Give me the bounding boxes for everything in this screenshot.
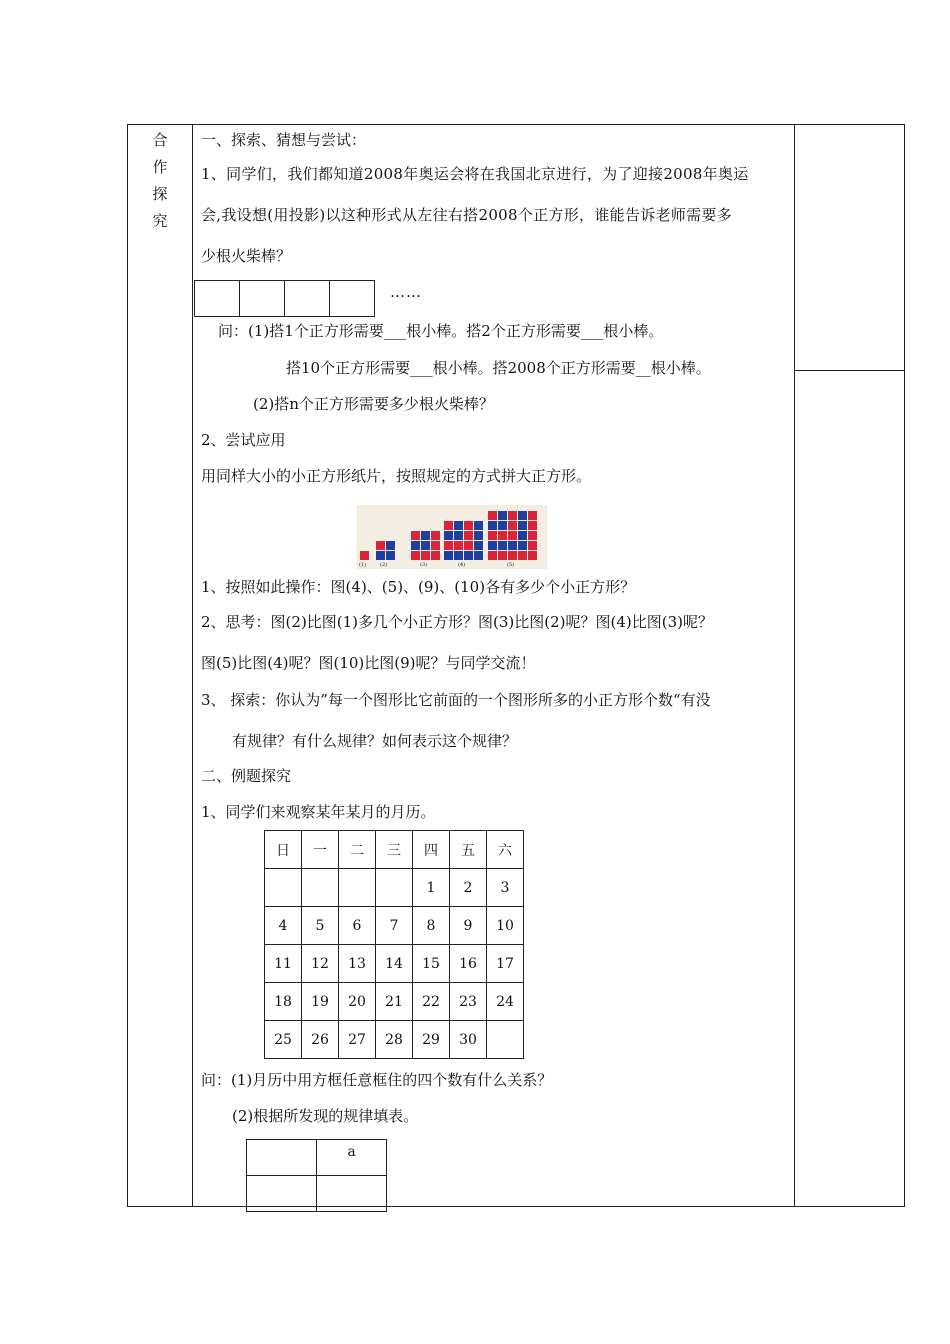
square-pattern-figure [357, 505, 547, 569]
column-divider-right [794, 125, 795, 1206]
pattern-square [474, 551, 483, 560]
question-3: 问：(1)月历中用方框任意框住的四个数有什么关系？ [201, 1071, 553, 1089]
weekday-cell: 五 [450, 831, 487, 869]
calendar-row [265, 945, 524, 983]
weekday-cell: 一 [302, 831, 339, 869]
date-cell: 23 [450, 983, 487, 1021]
date-cell: 9 [450, 907, 487, 945]
column-divider-left [192, 125, 193, 1206]
figure-label: (3) [420, 562, 428, 568]
pattern-square [376, 551, 385, 560]
pattern-square [498, 541, 507, 550]
date-cell: 8 [413, 907, 450, 945]
pattern-square [360, 551, 369, 560]
date-cell: 27 [339, 1021, 376, 1059]
date-cell [376, 869, 413, 907]
question-1: 问：(1)搭1个正方形需要___根小棒。搭2个正方形需要___根小棒。 [218, 322, 664, 340]
matchstick-square [239, 280, 285, 317]
side-char: 合 [152, 131, 168, 149]
side-label [128, 127, 192, 235]
pattern-square [474, 531, 483, 540]
calendar-row [265, 983, 524, 1021]
pattern-square [421, 531, 430, 540]
task-3-cont: 有规律？有什么规律？如何表示这个规律？ [232, 732, 518, 750]
task-2: 2、思考：图(2)比图(1)多几个小正方形？图(3)比图(2)呢？图(4)比图(3)呢？ [201, 613, 714, 631]
pattern-square [411, 531, 420, 540]
date-cell: 6 [339, 907, 376, 945]
pattern-square [518, 531, 527, 540]
matchstick-square [329, 280, 375, 317]
pattern-square [528, 531, 537, 540]
calendar-header-row [265, 831, 524, 869]
pattern-square [498, 551, 507, 560]
date-cell: 30 [450, 1021, 487, 1059]
pattern-square [464, 531, 473, 540]
ellipsis: …… [390, 283, 422, 301]
pattern-square [498, 521, 507, 530]
paragraph-line: 1、同学们，我们都知道2008年奥运会将在我国北京进行，为了迎接2008年奥运 [201, 165, 749, 183]
date-cell: 14 [376, 945, 413, 983]
pattern-square [518, 541, 527, 550]
pattern-square [411, 551, 420, 560]
date-cell: 20 [339, 983, 376, 1021]
pattern-square [508, 541, 517, 550]
date-cell: 3 [487, 869, 524, 907]
pattern-square [421, 551, 430, 560]
date-cell: 19 [302, 983, 339, 1021]
side-char: 作 [152, 158, 168, 176]
date-cell [487, 1021, 524, 1059]
task-2-cont: 图(5)比图(4)呢？图(10)比图(9)呢？与同学交流！ [201, 654, 536, 672]
date-cell: 10 [487, 907, 524, 945]
date-cell: 25 [265, 1021, 302, 1059]
section-1-heading: 一、探索、猜想与尝试： [201, 131, 367, 149]
pattern-square [444, 521, 453, 530]
weekday-cell: 六 [487, 831, 524, 869]
fill-cell-a: a [317, 1140, 387, 1176]
date-cell: 18 [265, 983, 302, 1021]
date-cell: 2 [450, 869, 487, 907]
date-cell: 12 [302, 945, 339, 983]
pattern-square [508, 531, 517, 540]
paragraph-line: 少根火柴棒？ [201, 247, 292, 265]
section-2-heading: 2、尝试应用 [201, 431, 286, 449]
pattern-square [498, 511, 507, 520]
fill-in-table [246, 1139, 387, 1212]
date-cell: 24 [487, 983, 524, 1021]
pattern-square [518, 551, 527, 560]
weekday-cell: 四 [413, 831, 450, 869]
date-cell: 29 [413, 1021, 450, 1059]
pattern-square [488, 511, 497, 520]
date-cell: 16 [450, 945, 487, 983]
pattern-square [528, 521, 537, 530]
figure-label: (5) [507, 562, 515, 568]
pattern-square [454, 521, 463, 530]
calendar-table [264, 830, 524, 1059]
question-4: (2)根据所发现的规律填表。 [232, 1107, 419, 1125]
fill-cell [247, 1140, 317, 1176]
pattern-square [454, 551, 463, 560]
pattern-square [454, 531, 463, 540]
weekday-cell: 三 [376, 831, 413, 869]
pattern-square [528, 551, 537, 560]
pattern-square [464, 521, 473, 530]
date-cell: 7 [376, 907, 413, 945]
date-cell: 1 [413, 869, 450, 907]
side-char: 究 [152, 212, 168, 230]
pattern-square [488, 541, 497, 550]
pattern-square [386, 541, 395, 550]
paragraph-line: 会,我设想(用投影)以这种形式从左往右搭2008个正方形，谁能告诉老师需要多 [201, 206, 733, 224]
pattern-square [488, 521, 497, 530]
pattern-square [518, 511, 527, 520]
pattern-square [444, 551, 453, 560]
pattern-square [528, 541, 537, 550]
calendar-row [265, 869, 524, 907]
pattern-square [431, 551, 440, 560]
date-cell [265, 869, 302, 907]
date-cell: 15 [413, 945, 450, 983]
matchstick-square [284, 280, 330, 317]
matchstick-square [194, 280, 240, 317]
date-cell: 21 [376, 983, 413, 1021]
weekday-cell: 日 [265, 831, 302, 869]
date-cell: 26 [302, 1021, 339, 1059]
pattern-square [508, 521, 517, 530]
pattern-square [508, 551, 517, 560]
section-3-heading: 二、例题探究 [201, 767, 292, 785]
date-cell: 5 [302, 907, 339, 945]
calendar-row [265, 1021, 524, 1059]
date-cell: 11 [265, 945, 302, 983]
task-1: 1、按照如此操作：图(4)、(5)、(9)、(10)各有多少个小正方形？ [201, 578, 636, 596]
pattern-square [386, 551, 395, 560]
side-char: 探 [152, 185, 168, 203]
pattern-square [488, 551, 497, 560]
pattern-square [421, 541, 430, 550]
date-cell: 4 [265, 907, 302, 945]
pattern-square [488, 531, 497, 540]
pattern-square [431, 531, 440, 540]
date-cell: 17 [487, 945, 524, 983]
date-cell [339, 869, 376, 907]
pattern-square [376, 541, 385, 550]
pattern-square [498, 531, 507, 540]
right-column-divider [794, 370, 904, 371]
pattern-square [431, 541, 440, 550]
weekday-cell: 二 [339, 831, 376, 869]
pattern-square [474, 521, 483, 530]
date-cell: 22 [413, 983, 450, 1021]
date-cell [302, 869, 339, 907]
pattern-square [444, 541, 453, 550]
pattern-square [444, 531, 453, 540]
date-cell: 13 [339, 945, 376, 983]
figure-label: (2) [380, 562, 388, 568]
question-2: (2)搭n个正方形需要多少根火柴棒？ [253, 395, 494, 413]
pattern-square [454, 541, 463, 550]
pattern-square [464, 541, 473, 550]
pattern-square [508, 511, 517, 520]
figure-label: (1) [359, 562, 367, 568]
question-1-cont: 搭10个正方形需要___根小棒。搭2008个正方形需要__根小棒。 [286, 359, 711, 377]
date-cell: 28 [376, 1021, 413, 1059]
task-3: 3、 探索：你认为”每一个图形比它前面的一个图形所多的小正方形个数“有没 [201, 691, 711, 709]
pattern-square [474, 541, 483, 550]
fill-cell [247, 1176, 317, 1212]
paragraph: 1、同学们来观察某年某月的月历。 [201, 803, 436, 821]
pattern-square [528, 511, 537, 520]
matchstick-squares [194, 280, 374, 317]
pattern-square [411, 541, 420, 550]
paragraph: 用同样大小的小正方形纸片，按照规定的方式拼大正方形。 [201, 467, 592, 485]
pattern-square [464, 551, 473, 560]
calendar-row [265, 907, 524, 945]
figure-label: (4) [458, 562, 466, 568]
pattern-square [518, 521, 527, 530]
fill-cell [317, 1176, 387, 1212]
